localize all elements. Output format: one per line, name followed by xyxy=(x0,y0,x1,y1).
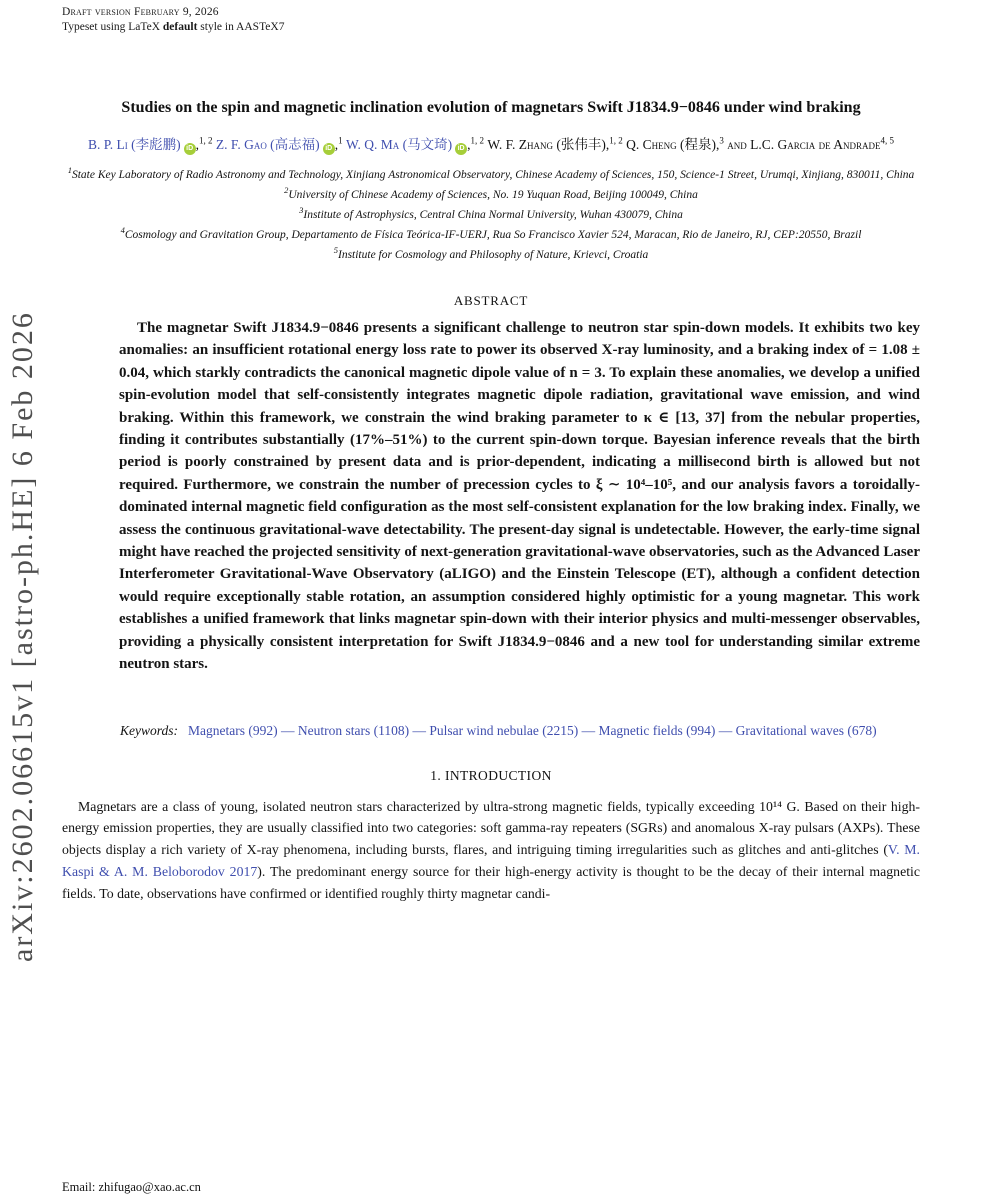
keyword-link[interactable]: Magnetic fields (994) xyxy=(598,722,716,738)
affiliation-text: University of Chinese Academy of Sciences, No. 19 Yuquan Road, Beijing 100049, China xyxy=(288,189,698,201)
keyword-separator: — xyxy=(277,722,298,738)
introduction-paragraph xyxy=(62,796,920,905)
affiliation-number: 3 xyxy=(299,205,304,216)
main-column xyxy=(62,0,920,904)
keyword-link[interactable]: Pulsar wind nebulae (2215) xyxy=(429,722,579,738)
keyword-link[interactable]: Neutron stars (1108) xyxy=(297,722,410,738)
affiliation xyxy=(62,187,920,203)
affiliation-text: Institute of Astrophysics, Central China Normal University, Wuhan 430079, China xyxy=(303,209,683,221)
affiliation xyxy=(62,247,920,263)
author-separator: , xyxy=(195,137,200,152)
keyword-link[interactable]: Gravitational waves (678) xyxy=(735,722,877,738)
affiliation-text: State Key Laboratory of Radio Astronomy and Technology, Xinjiang Astronomical Observatory, Chinese Academy of Sciences, 150, Science-1 Street, Urumqi, Xinjiang, 830011, China xyxy=(71,169,915,181)
author-affiliation-sup: 3 xyxy=(719,135,724,146)
intro-text: Magnetars are a class of young, isolated neutron stars characterized by ultra-strong magnetic fields, typically exceeding 10¹⁴ G. Based on their high-energy emission properties, they are usually classified into two categories: soft gamma-ray repeaters (SGRs) and anomalous X-ray pulsars (AXPs). These objects display a rich variety of X-ray phenomena, including bursts, flares, and intriguing timing irregularities such as glitches and anti-glitches ( xyxy=(62,798,920,858)
author-name: W. F. Zhang (张伟丰) xyxy=(487,137,606,152)
affiliation-list xyxy=(62,167,920,263)
affiliation xyxy=(62,207,920,223)
keywords-label: Keywords: xyxy=(120,722,178,738)
author-separator: , xyxy=(467,137,471,152)
keywords-list xyxy=(188,720,920,742)
affiliation-number: 2 xyxy=(284,185,289,196)
orcid-icon[interactable]: iD xyxy=(323,143,335,155)
keywords-block xyxy=(62,720,920,742)
keyword-separator: — xyxy=(578,722,599,738)
abstract-text: The magnetar Swift J1834.9−0846 presents a significant challenge to neutron star spin-down models. It exhibits two key anomalies: an insufficient rotational energy loss rate to power its observed X-ray luminosity, and a braking index of = 1.08 ± 0.04, which starkly contradicts the canonical magnetic dipole value of n = 3. To explain these anomalies, we develop a unified spin-evolution model that self-consistently integrates magnetic dipole radiation, gravitational wave emission, and wind braking. Within this framework, we constrain the wind braking parameter to κ ∈ [13, 37] from the nebular properties, finding it contributes substantially (17%–51%) to the current spin-down torque. Bayesian inference reveals that the birth period is poorly constrained by present data and is prior-dependent, indicating a millisecond birth is allowed but not required. Furthermore, we constrain the number of precession cycles to ξ ∼ 10⁴–10⁵, and our analysis favors a toroidally-dominated internal magnetic field configuration as the most self-consistent explanation for the low braking index. Finally, we assess the continuous gravitational-wave detectability. The present-day signal is undetectable. However, the early-time signal might have reached the projected sensitivity of next-generation gravitational-wave observatories, such as the Advanced Laser Interferometer Gravitational-Wave Observatory (aLIGO) and the Einstein Telescope (ET), although a confident detection would require exceptionally stable rotation, an assumption considered highly optimistic for a young magnetar. This work establishes a unified framework that links magnetar spin-down with their interior physics and multi-messenger observables, providing a physically consistent interpretation for Swift J1834.9−0846 and a new tool for understanding similar extreme neutron stars. xyxy=(119,320,920,673)
intro-text: ). The predominant energy source for their high-energy activity is thought to be the decay of their internal magnetic fields. To date, observations have confirmed or identified roughly thirty magnetar candi- xyxy=(62,863,920,901)
author xyxy=(216,137,343,152)
affiliation-number: 5 xyxy=(333,245,338,256)
affiliation xyxy=(62,227,920,243)
abstract-heading: ABSTRACT xyxy=(453,293,529,308)
typeset-style-name: default xyxy=(162,21,198,33)
author-name: Q. Cheng (程泉) xyxy=(626,137,716,152)
author-affiliation-sup: 1, 2 xyxy=(470,135,484,146)
author-affiliation-sup: 1, 2 xyxy=(199,135,213,146)
author xyxy=(487,137,622,152)
author-name-link[interactable]: Z. F. Gao (高志福) xyxy=(215,137,320,152)
typeset-post: style in AASTeX7 xyxy=(197,21,285,33)
typeset-pre: Typeset using LaTeX xyxy=(62,21,163,33)
author-list xyxy=(62,135,920,155)
affiliation-text: Cosmology and Gravitation Group, Departamento de Física Teórica-IF-UERJ, Rua So Francisco Xavier 524, Maracan, Rio de Janeiro, RJ, CEP:20550, Brazil xyxy=(124,229,862,241)
author-name-link[interactable]: B. P. Li (李彪鹏) xyxy=(88,137,181,152)
arxiv-watermark: arXiv:2602.06615v1 [astro-ph.HE] 6 Feb 2026 xyxy=(6,311,39,962)
affiliation xyxy=(62,167,920,183)
author-name-link[interactable]: W. Q. Ma (马文琦) xyxy=(345,137,453,152)
orcid-icon[interactable]: iD xyxy=(184,143,196,155)
author xyxy=(346,137,484,152)
author-separator: , xyxy=(334,137,339,152)
keyword-link[interactable]: Magnetars (992) xyxy=(188,722,278,738)
section-heading-introduction: 1. INTRODUCTION xyxy=(430,767,552,783)
orcid-icon[interactable]: iD xyxy=(455,143,467,155)
citation-link[interactable]: V. M. Kaspi & A. M. Beloborodov 2017 xyxy=(62,842,920,879)
author-affiliation-sup: 1 xyxy=(338,135,343,146)
affiliation-text: Institute for Cosmology and Philosophy of Nature, Krievci, Croatia xyxy=(337,249,649,261)
author-affiliation-sup: 4, 5 xyxy=(880,135,894,146)
draft-version-line: Draft version February 9, 2026 xyxy=(62,6,219,18)
corresponding-email: Email: zhifugao@xao.ac.cn xyxy=(62,1180,201,1194)
author xyxy=(626,137,724,152)
author-separator: , xyxy=(605,137,610,152)
author xyxy=(88,137,213,152)
author xyxy=(727,137,894,152)
keyword-separator: — xyxy=(715,722,736,738)
paper-title: Studies on the spin and magnetic inclination evolution of magnetars Swift J1834.9−0846 under wind braking xyxy=(121,99,861,116)
author-name: and L.C. Garcia de Andrade xyxy=(727,137,881,152)
keyword-separator: — xyxy=(409,722,430,738)
affiliation-number: 1 xyxy=(67,165,72,176)
affiliation-number: 4 xyxy=(120,225,125,236)
author-separator: , xyxy=(715,137,720,152)
author-affiliation-sup: 1, 2 xyxy=(609,135,623,146)
